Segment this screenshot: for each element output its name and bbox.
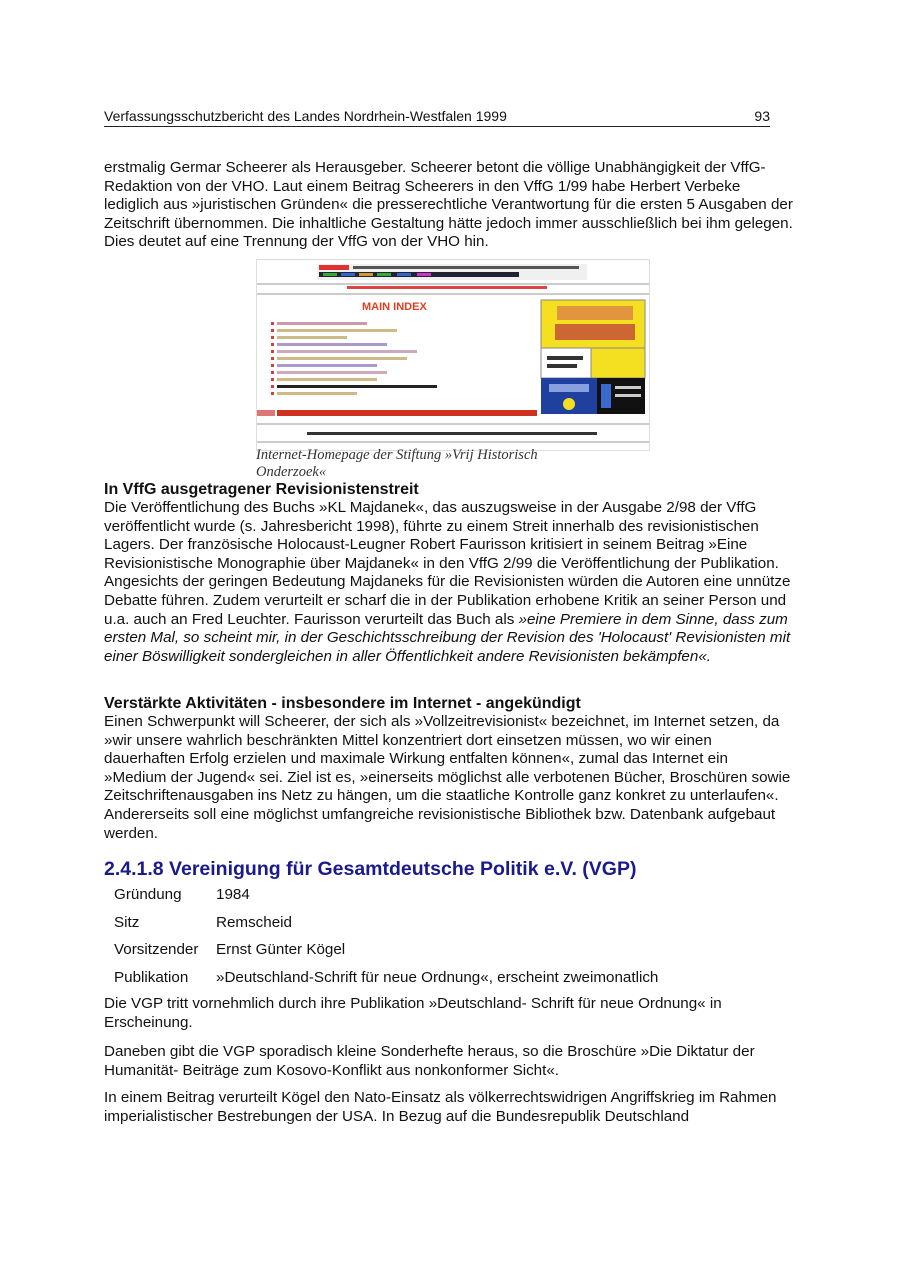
fact-row: [114, 967, 658, 995]
section-internet-aktivitaeten: [104, 694, 794, 843]
page-number: 93: [754, 108, 770, 124]
fact-label: Gründung: [114, 886, 182, 903]
fact-label: Publikation: [114, 968, 189, 986]
fact-label: Sitz: [114, 913, 140, 931]
vgp-paragraph-2: Daneben gibt die VGP sporadisch kleine Sonderhefte heraus, so die Broschüre »Die Diktatur der Humanität- Beiträge zum Kosovo-Konflikt aus nonkonformer Sicht«.: [104, 1043, 755, 1079]
fact-row: [114, 884, 658, 912]
chapter-heading: 2.4.1.8 Vereinigung für Gesamtdeutsche Politik e.V. (VGP): [104, 858, 637, 880]
website-screenshot-graphic: [257, 260, 649, 450]
facts-table: [114, 884, 658, 994]
section-paragraph: Einen Schwerpunkt will Scheerer, der sich als »Vollzeitrevisionist« bezeichnet, im Internet setzen, da »wir unsere wahrlich beschränkten Mittel konzentriert dort einsetzen müssen, wo wir einen dauerhaften Erfolg erzielen und maximale Wirkung entfalten können«, zumal das Internet ein »Medium der Jugend« sei. Ziel ist es, »einerseits möglichst alle verbotenen Bücher, Broschüren sowie Zeitschriftenausgaben ins Netz zu hängen, um die staatliche Kontrolle ganz konkret zu unterlaufen«. Andererseits soll eine möglichst umfangreiche revisionistische Bibliothek bzw. Datenbank aufgebaut werden.: [104, 713, 791, 842]
page-header: [104, 107, 770, 127]
fact-label: Vorsitzender: [114, 941, 199, 958]
caption-line-1: Internet-Homepage der Stiftung »Vrij Historisch: [256, 447, 538, 463]
main-index-title: MAIN INDEX: [362, 301, 427, 313]
fact-value: Remscheid: [216, 913, 292, 931]
figure-caption: [256, 447, 676, 481]
section-revisionistenstreit: [104, 480, 794, 666]
section-heading: Verstärkte Aktivitäten - insbesondere im Internet - angekündigt: [104, 695, 581, 712]
faurisson-quote: »eine Premiere in dem Sinne, dass zum ersten Mal, so scheint mir, in der Geschichtsschreibung der Revision des 'Holocaust' Revisionisten mit einer Böswilligkeit sondergleichen in aller Öffentlichkeit andere Revisionisten bekämpfen«.: [104, 610, 791, 665]
fact-row: [114, 912, 658, 940]
fact-value: Ernst Günter Kögel: [216, 941, 346, 958]
section-heading: In VffG ausgetragener Revisionistenstreit: [104, 481, 419, 498]
website-screenshot: [256, 259, 650, 451]
vgp-paragraph-1: Die VGP tritt vornehmlich durch ihre Publikation »Deutschland- Schrift für neue Ordnung« in Erscheinung.: [104, 995, 722, 1031]
intro-paragraph: erstmalig Germar Scheerer als Herausgeber. Scheerer betont die völlige Unabhängigkeit der VffG-Redaktion von der VHO. Laut einem Beitrag Scheerers in den VffG 1/99 habe Herbert Verbeke lediglich aus »juristischen Gründen« die presserechtliche Verantwortung für die ersten 5 Ausgaben der Zeitschrift übernommen. Die inhaltliche Gestaltung hätte jedoch immer ausschließlich bei ihm gelegen. Dies deutet auf eine Trennung der VffG von der VHO hin.: [104, 159, 793, 251]
fact-value: 1984: [216, 886, 250, 903]
caption-line-2: Onderzoek«: [256, 464, 327, 480]
header-title: Verfassungsschutzbericht des Landes Nordrhein-Westfalen 1999: [104, 108, 507, 124]
vgp-paragraph-3: In einem Beitrag verurteilt Kögel den Nato-Einsatz als völkerrechtswidrigen Angriffskrieg im Rahmen imperialistischer Bestrebungen der USA. In Bezug auf die Bundesrepublik Deutschland: [104, 1089, 777, 1125]
section-paragraph: [104, 499, 794, 666]
fact-row: [114, 939, 658, 967]
fact-value: »Deutschland-Schrift für neue Ordnung«, erscheint zweimonatlich: [216, 968, 659, 986]
section-text: Die Veröffentlichung des Buchs »KL Majdanek«, das auszugsweise in der Ausgabe 2/98 der VffG veröffentlicht wurde (s. Jahresbericht 1998), führte zu einem Streit innerhalb des revisionistischen Lagers. Der französische Holocaust-Leugner Robert Faurisson kritisiert in seinem Beitrag »Eine Revisionistische Monographie über Majdanek« in den VffG 2/99 die Veröffentlichung der Publikation. Angesichts der geringen Bedeutung Majdaneks für die Revisionisten würden die Autoren eine unnütze Debatte führen. Zudem verurteilt er scharf die in der Publikation erhobene Kritik an seiner Person und u.a. auch an Fred Leuchter. Faurisson verurteilt das Buch als: [104, 499, 791, 628]
